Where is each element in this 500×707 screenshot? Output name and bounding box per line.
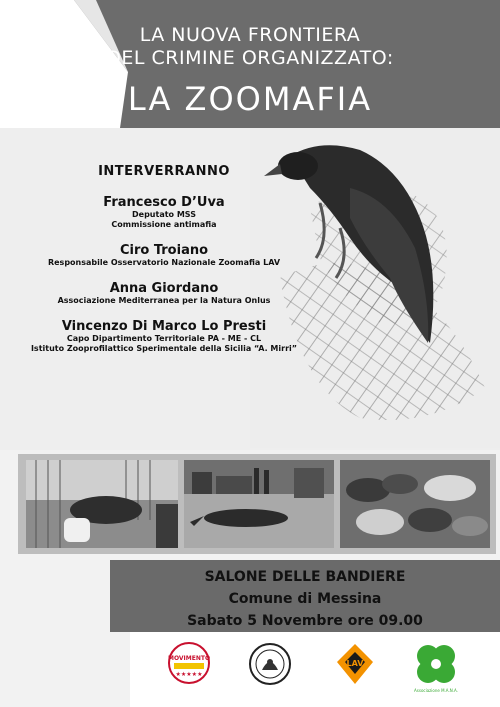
photo-dead-birds bbox=[340, 460, 490, 548]
speaker-3 bbox=[14, 281, 314, 306]
speaker-role: Responsabile Osservatorio Nazionale Zoomafia LAV bbox=[47, 258, 281, 267]
title-line-2: DEL CRIMINE ORGANIZZATO: bbox=[106, 47, 394, 69]
lav-logo-text: LAV bbox=[346, 659, 364, 668]
event-info-box bbox=[110, 560, 500, 632]
speaker-name: Anna Giordano bbox=[109, 281, 219, 296]
event-datetime: Sabato 5 Novembre ore 09.00 bbox=[187, 613, 423, 629]
speakers-section bbox=[0, 128, 500, 450]
speaker-2 bbox=[14, 243, 314, 268]
logo-bar bbox=[130, 632, 500, 707]
svg-text:★★★★★: ★★★★★ bbox=[175, 671, 203, 678]
movimento-logo-text: MOVIMENTO bbox=[168, 655, 210, 662]
speaker-role: Capo Dipartimento Territoriale PA - ME - CL bbox=[66, 334, 262, 343]
lav-logo bbox=[335, 642, 375, 686]
speakers-heading: INTERVERRANNO bbox=[98, 164, 230, 179]
speaker-name: Francesco D’Uva bbox=[103, 195, 225, 210]
title-line-1: LA NUOVA FRONTIERA bbox=[139, 24, 361, 46]
speaker-name: Ciro Troiano bbox=[119, 243, 209, 258]
photo-dogs-in-cage bbox=[26, 460, 178, 548]
speaker-role: Commissione antimafia bbox=[111, 220, 217, 229]
speaker-name: Vincenzo Di Marco Lo Presti bbox=[61, 319, 267, 334]
speaker-role: Associazione Mediterranea per la Natura Onlus bbox=[57, 296, 271, 305]
event-place: Comune di Messina bbox=[228, 591, 382, 607]
speakers-list bbox=[14, 164, 314, 367]
mana-clover-logo bbox=[412, 642, 460, 698]
header-band bbox=[0, 0, 500, 128]
speaker-1 bbox=[14, 195, 314, 230]
title-main: LA ZOOMAFIA bbox=[127, 80, 373, 118]
speaker-role: Istituto Zooprofilattico Sperimentale della Sicilia “A. Mirri” bbox=[30, 344, 298, 353]
speaker-role: Deputato MSS bbox=[132, 210, 196, 219]
mana-logo-text: Associazione M.A.N.A. bbox=[414, 688, 458, 693]
event-venue: SALONE DELLE BANDIERE bbox=[204, 569, 406, 585]
photo-horse-on-street bbox=[184, 460, 334, 548]
association-seal-logo bbox=[248, 642, 292, 686]
movimento-5-stelle-logo bbox=[168, 642, 210, 684]
speaker-4 bbox=[14, 319, 314, 354]
photo-strip bbox=[18, 454, 496, 554]
